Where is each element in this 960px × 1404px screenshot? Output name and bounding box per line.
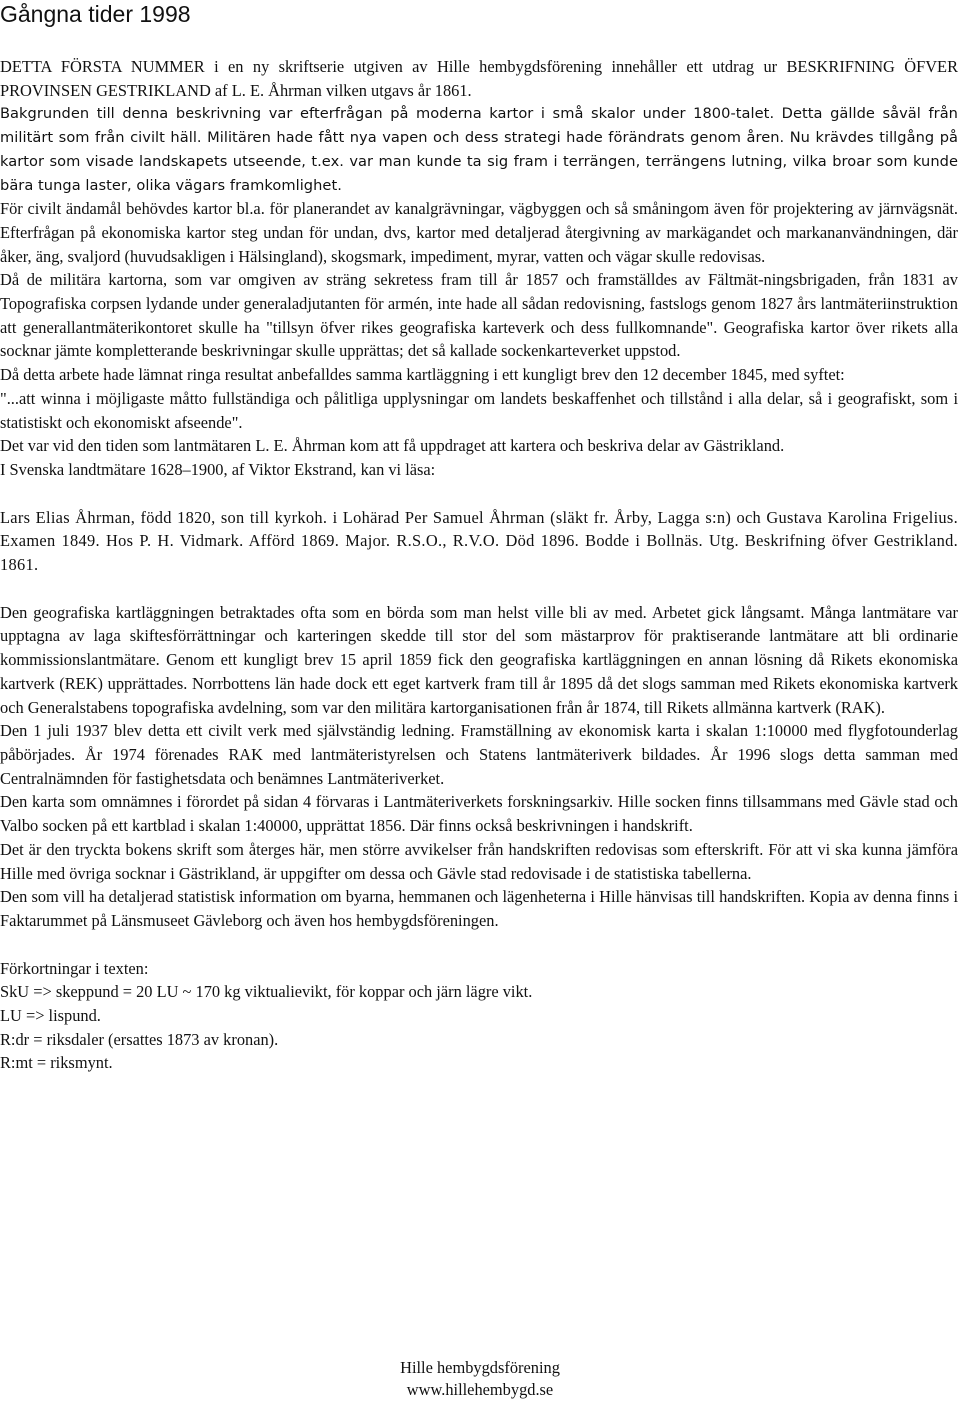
page-footer xyxy=(0,1357,960,1401)
civil-agency-paragraph: Den 1 juli 1937 blev detta ett civilt verk med självständig ledning. Framställning av ekonomisk karta i skalan 1:10000 med flygfotounderlag påbörjades. År 1974 förenades RAK med lantmäteristyrelsen och Statens lantmäteriverk bildades. År 1996 slogs detta samman med Centralnämnden för fastighetsdata och benämnes Lantmäteriverket. xyxy=(0,721,958,788)
page-title: Gångna tider 1998 xyxy=(0,1,191,27)
spacer xyxy=(0,933,958,957)
abbreviation-item: LU => lispund. xyxy=(0,1006,101,1026)
ahrman-assignment-paragraph: Det var vid den tiden som lantmätaren L. E. Åhrman kom att få uppdraget att kartera och beskriva delar av Gästrikland. xyxy=(0,436,785,456)
map-archive-paragraph: Den karta som omnämnes i förordet på sidan 4 förvaras i Lantmäteriverkets forskningsarkiv. Hille socken finns tillsammans med Gävle stad och Valbo socken på ett kartblad i skalan 1:40000, upprättat 1856. Där finns också beskrivningen i handskrift. xyxy=(0,792,958,836)
source-intro-paragraph: I Svenska landtmätare 1628–1900, af Viktor Ekstrand, kan vi läsa: xyxy=(0,459,436,479)
abbreviations-heading: Förkortningar i texten: xyxy=(0,958,149,978)
mapping-history-paragraph: Den geografiska kartläggningen betraktades ofta som en börda som man helst ville bli av med. Arbetet gick långsamt. Många lantmätare var upptagna av laga skiftesförrättningar och karteringen skedde till stor del som mästarprov för praktiserande lantmätare att bli ordinarie kommissionslantmätare. Genom ett kungligt brev 15 april 1859 fick den geografiska kartläggningen en annan lösning då Rikets ekonomiska kartverk (REK) upprättades. Norrbottens län hade dock ett eget kartverk fram till år 1895 då det slogs samman med Rikets ekonomiska kartverk och Generalstabens topografiska avdelning, som var den militära kartorganisationen från år 1874, till Rikets allmänna kartverk (RAK). xyxy=(0,602,958,717)
document-body xyxy=(0,55,958,1075)
footer-website: www.hillehembygd.se xyxy=(406,1380,554,1399)
footer-organization: Hille hembygdsförening xyxy=(400,1358,560,1377)
abbreviation-item: SkU => skeppund = 20 LU ~ 170 kg viktualievikt, för koppar och järn lägre vikt. xyxy=(0,982,533,1002)
background-paragraph: Bakgrunden till denna beskrivning var efterfrågan på moderna kartor i små skalor under 1800-talet. Detta gällde såväl från militärt som från civilt häll. Militären hade fått nya vapen och dess strategi hade förändrats genom åren. Nu krävdes tillgång på kartor som visade landskapets utseende, t.ex. var man kunde ta sig fram i terrängen, terrängens lutning, vilka broar som kunde bära tunga laster, olika vägars framkomlighet. xyxy=(0,105,958,194)
spacer xyxy=(0,577,958,601)
military-maps-paragraph: Då de militära kartorna, som var omgiven av sträng sekretess fram till år 1857 och framställdes av Fältmät-ningsbrigaden, från 1831 av Topografiska corpsen lydande under generaladjutanten för armén, inte hade all sådan redovisning, fastslogs genom 1827 års lantmäteriinstruktion att generallantmäterikontoret skulle ha "tillsyn öfver rikes geografiska karteverk och dess fullkomnande". Geografiska kartor över rikets alla socknar jämte kompletterande beskrivningar skulle upprättas; det så kallade sockenkarteverket uppstod. xyxy=(0,270,958,361)
spacer xyxy=(0,482,958,506)
civil-purpose-paragraph: För civilt ändamål behövdes kartor bl.a. för planerandet av kanalgrävningar, vägbyggen och så småningom även för projektering av järnvägsnät. Efterfrågan på ekonomiska kartor steg undan för undan, dvs, kartor med detaljerad återgivning av markägandet och markananvändningen, där åker, äng, svaljord (huvudsakligen i Hälsingland), skogsmark, impediment, myrar, vatten och vägar skulle redovisas. xyxy=(0,199,958,266)
printed-text-paragraph: Det är den tryckta bokens skrift som återges här, men större avvikelser från handskriften redovisas som efterskrift. För att vi ska kunna jämföra Hille med övriga socknar i Gästrikland, är uppgifter om dessa och Gävle stad redovisade i de statistiska tabellerna. xyxy=(0,839,958,883)
abbreviation-item: R:dr = riksdaler (ersattes 1873 av kronan). xyxy=(0,1029,279,1049)
quote-paragraph: "...att winna i möjligaste måtto fullständiga och pålitliga upplysningar om landets beskaffenhet och tillstånd i alla delar, så i geografiskt, som i statistiskt och ekonomiskt afseende". xyxy=(0,388,958,432)
royal-letter-paragraph: Då detta arbete hade lämnat ringa resultat anbefalldes samma kartläggning i ett kungligt brev den 12 december 1845, med syftet: xyxy=(0,365,845,385)
biography-paragraph: Lars Elias Åhrman, född 1820, son till kyrkoh. i Lohärad Per Samuel Åhrman (släkt fr. Årby, Lagga s:n) och Gustava Karolina Frigelius. Examen 1849. Hos P. H. Vidmark. Afförd 1869. Major. R.S.O., R.V.O. Död 1896. Bodde i Bollnäs. Utg. Beskrifning öfver Gestrikland. 1861. xyxy=(0,507,958,575)
intro-paragraph: DETTA FÖRSTA NUMMER i en ny skriftserie utgiven av Hille hembygdsförening innehåller ett utdrag ur BESKRIFNING ÖFVER PROVINSEN GESTRIKLAND af L. E. Åhrman vilken utgavs år 1861. xyxy=(0,57,958,100)
abbreviation-item: R:mt = riksmynt. xyxy=(0,1053,113,1073)
statistics-paragraph: Den som vill ha detaljerad statistisk information om byarna, hemmanen och lägenheterna i Hille hänvisas till handskriften. Kopia av denna finns i Faktarummet på Länsmuseet Gävleborg och även hos hembygdsföreningen. xyxy=(0,887,958,930)
